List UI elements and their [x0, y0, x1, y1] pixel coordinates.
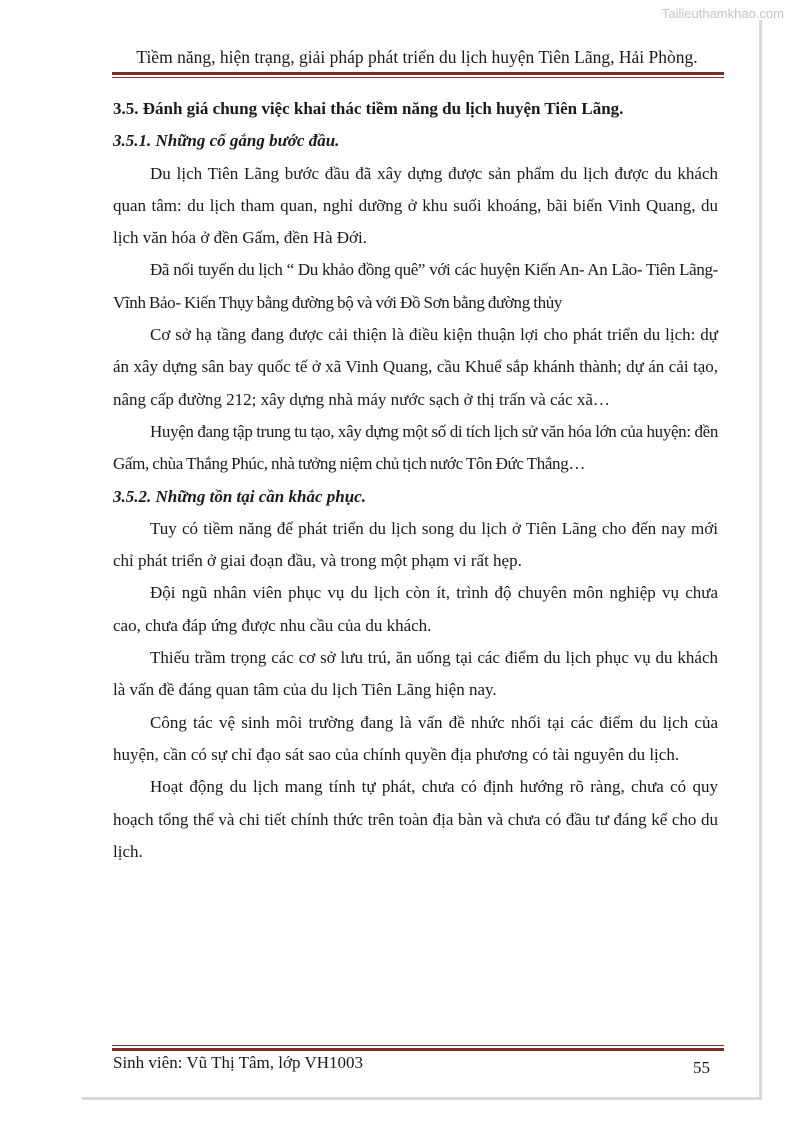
header-rule: [112, 72, 724, 75]
paragraph: Thiếu trầm trọng các cơ sở lưu trú, ăn uống tại các điểm du lịch phục vụ du khách là vấn đề đáng quan tâm của du lịch Tiên Lãng hiện nay.: [113, 648, 718, 700]
paragraph: Tuy có tiềm năng để phát triển du lịch song du lịch ở Tiên Lãng cho đến nay mới chỉ phát triển ở giai đoạn đầu, và trong một phạm vi rất hẹp.: [113, 518, 718, 571]
footer-student: Sinh viên: Vũ Thị Tâm, lớp VH1003: [113, 1053, 363, 1072]
footer-rule: [112, 1048, 724, 1051]
subsection-heading-1: 3.5.1. Những cố gắng bước đầu.: [113, 131, 340, 151]
paragraph: Đã nối tuyến du lịch “ Du khảo đồng quê” với các huyện Kiến An- An Lão- Tiên Lãng- Vĩnh Bảo- Kiến Thụy bằng đường bộ và với Đồ Sơn bằng đường thủy: [113, 260, 718, 312]
paragraph: Đội ngũ nhân viên phục vụ du lịch còn ít, trình độ chuyên môn nghiệp vụ chưa cao, chưa đáp ứng được nhu cầu của du khách.: [113, 583, 718, 635]
running-header: Tiềm năng, hiện trạng, giải pháp phát triển du lịch huyện Tiên Lãng, Hải Phòng.: [136, 47, 698, 67]
subsection-heading-2: 3.5.2. Những tồn tại cần khắc phục.: [113, 486, 366, 506]
page-body: [113, 93, 718, 868]
footer-rule-thin: [112, 1045, 724, 1046]
watermark: Tailieuthamkhao.com: [661, 6, 784, 21]
paragraph: Du lịch Tiên Lãng bước đầu đã xây dựng được sản phẩm du lịch được du khách quan tâm: du lịch tham quan, nghỉ dưỡng ở khu suối khoáng, bãi biển Vinh Quang, du lịch văn hóa ở đền Gấm, đền Hà Đới.: [113, 163, 718, 248]
header-rule-thin: [112, 77, 724, 78]
page-number: 55: [693, 1058, 710, 1077]
section-heading: 3.5. Đánh giá chung việc khai thác tiềm năng du lịch huyện Tiên Lãng.: [113, 99, 624, 118]
paragraph: Công tác vệ sinh môi trường đang là vấn đề nhức nhối tại các điểm du lịch của huyện, cần có sự chỉ đạo sát sao của chính quyền địa phương có tài nguyên du lịch.: [113, 712, 718, 764]
paragraph: Cơ sở hạ tầng đang được cải thiện là điều kiện thuận lợi cho phát triển du lịch: dự án xây dựng sân bay quốc tế ở xã Vinh Quang, cầu Khuể sắp khánh thành; dự án cải tạo, nâng cấp đường 212; xây dựng nhà máy nước sạch ở thị trấn và các xã…: [113, 325, 718, 409]
paragraph: Hoạt động du lịch mang tính tự phát, chưa có định hướng rõ ràng, chưa có quy hoạch tổng thể và chi tiết chính thức trên toàn địa bàn và chưa có đầu tư đáng kể cho du lịch.: [113, 777, 718, 861]
paragraph: Huyện đang tập trung tu tạo, xây dựng một số di tích lịch sử văn hóa lớn của huyện: đền Gấm, chùa Thắng Phúc, nhà tưởng niệm chủ tịch nước Tôn Đức Thắng…: [113, 421, 718, 474]
